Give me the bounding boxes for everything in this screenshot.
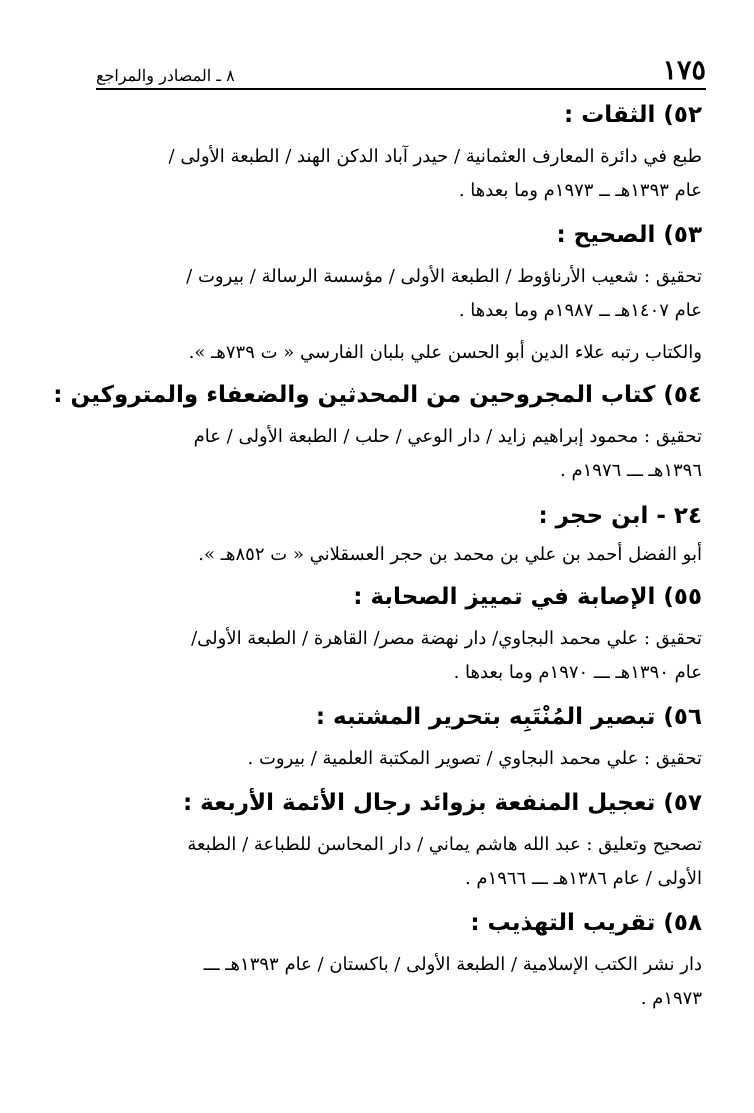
entry-note-53: والكتاب رتبه علاء الدين أبو الحسن علي بلبان الفارسي « ت ٧٣٩هـ ». (188, 342, 702, 363)
entry-body-57 (96, 828, 702, 896)
entry-line: دار نشر الكتب الإسلامية / الطبعة الأولى / باكستان / عام ١٣٩٣هـ ـــ (203, 954, 702, 975)
entry-title-53: ٥٣) الصحيح : (556, 222, 702, 248)
page-number: ١٧٥ (662, 55, 706, 86)
entry-title-58: ٥٨) تقريب التهذيب : (470, 910, 702, 936)
entry-line: تحقيق : محمود إبراهيم زايد / دار الوعي / حلب / الطبعة الأولى / عام (193, 426, 702, 447)
entry-body-58 (96, 948, 702, 1016)
entry-body-55 (96, 622, 702, 690)
entry-line: عام ١٣٩٠هـ ـــ ١٩٧٠م وما بعدها . (453, 662, 702, 683)
author-bio: أبو الفضل أحمد بن علي بن محمد بن حجر العسقلاني « ت ٨٥٢هـ ». (198, 544, 702, 565)
page-header (96, 46, 706, 90)
entry-title-54: ٥٤) كتاب المجروحين من المحدثين والضعفاء والمتروكين : (53, 382, 702, 408)
entry-line: الأولى / عام ١٣٨٦هـ ـــ ١٩٦٦م . (464, 868, 702, 889)
entry-line: تحقيق : علي محمد البجاوي/ دار نهضة مصر/ القاهرة / الطبعة الأولى/ (191, 628, 702, 649)
entry-line: ١٣٩٦هـ ـــ ١٩٧٦م . (560, 460, 702, 481)
entry-title-55: ٥٥) الإصابة في تمييز الصحابة : (353, 584, 702, 610)
page-content (53, 96, 702, 1024)
entry-body-53 (96, 260, 702, 328)
entry-line: تحقيق : شعيب الأرناؤوط / الطبعة الأولى / مؤسسة الرسالة / بيروت / (186, 266, 702, 287)
entry-line: عام ١٤٠٧هـ ــ ١٩٨٧م وما بعدها . (458, 300, 702, 321)
entry-line: عام ١٣٩٣هـ ــ ١٩٧٣م وما بعدها . (458, 180, 702, 201)
entry-line: تصحيح وتعليق : عبد الله هاشم يماني / دار المحاسن للطباعة / الطبعة (187, 834, 702, 855)
entry-title-56: ٥٦) تبصير المُنْتَبِه بتحرير المشتبه : (315, 704, 702, 730)
running-head: ٨ ـ المصادر والمراجع (96, 66, 235, 85)
entry-title-52: ٥٢) الثقات : (563, 102, 702, 128)
entry-line: طبع في دائرة المعارف العثمانية / حيدر آباد الدكن الهند / الطبعة الأولى / (168, 146, 702, 167)
entry-body-56 (96, 742, 702, 776)
entry-line: ١٩٧٣م . (640, 988, 702, 1009)
entry-body-52 (96, 140, 702, 208)
entry-title-57: ٥٧) تعجيل المنفعة بزوائد رجال الأئمة الأربعة : (182, 790, 702, 816)
entry-line: تحقيق : علي محمد البجاوي / تصوير المكتبة العلمية / بيروت . (247, 748, 702, 769)
entry-body-54 (96, 420, 702, 488)
author-heading: ٢٤ - ابن حجر : (538, 503, 702, 529)
